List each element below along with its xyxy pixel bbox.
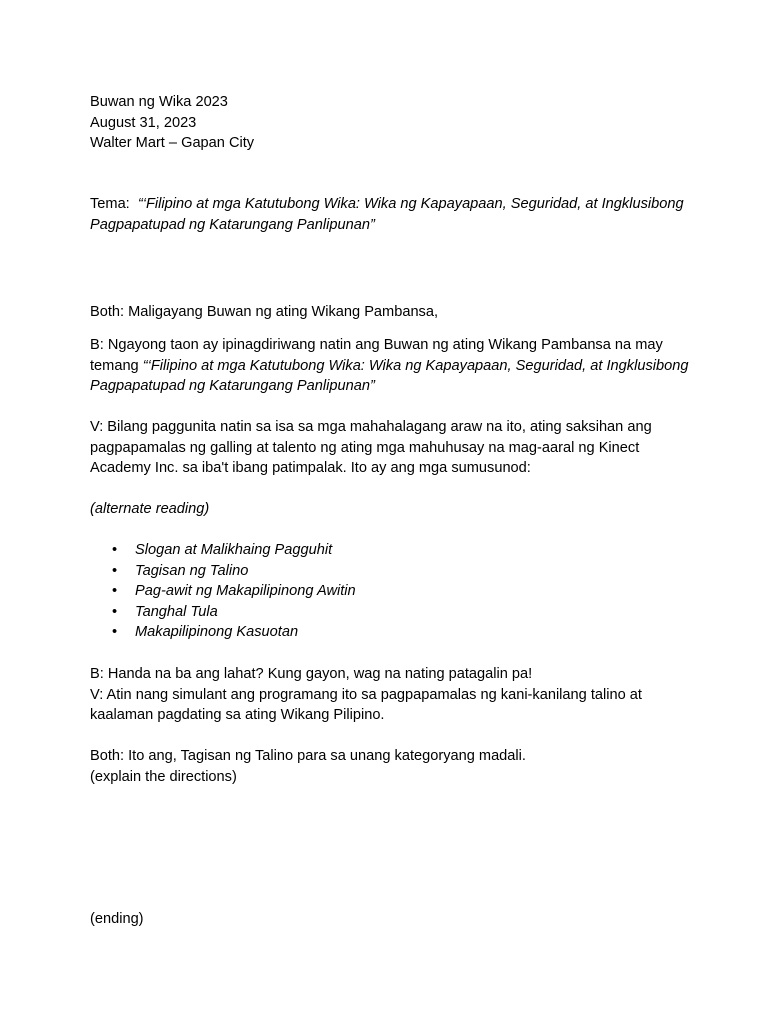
both-greeting: Both: Maligayang Buwan ng ating Wikang Pambansa,	[90, 304, 439, 320]
bullet-glyph: •	[112, 624, 118, 641]
both-tagisan-line: Both: Ito ang, Tagisan ng Talino para sa unang kategoryang madali.	[90, 748, 526, 764]
list-item	[90, 561, 356, 582]
event-title: Buwan ng Wika 2023	[90, 94, 228, 110]
b-ready-line: B: Handa na ba ang lahat? Kung gayon, wag na nating patagalin pa!	[90, 666, 533, 682]
event-date: August 31, 2023	[90, 114, 197, 131]
list-item	[90, 622, 356, 643]
list-item	[90, 540, 356, 561]
event-label: Tagisan ng Talino	[135, 562, 249, 579]
header-block	[90, 92, 690, 154]
event-label: Tanghal Tula	[135, 603, 218, 620]
bullet-glyph: •	[112, 542, 118, 558]
bullet-glyph: •	[112, 562, 118, 579]
v-start-line: V: Atin nang simulant ang programang ito sa pagpapamalas ng kani-kanilang talino at kaalaman pagdating sa ating Wikang Pilipino.	[90, 686, 642, 724]
ending-note: (ending)	[90, 911, 144, 927]
tema-label: Tema:	[90, 196, 138, 212]
event-label: Slogan at Malikhaing Pagguhit	[135, 542, 333, 558]
event-label: Pag-awit ng Makapilipinong Awitin	[135, 583, 356, 600]
events-list	[90, 540, 356, 643]
ready-start-block	[90, 664, 690, 726]
tema-text: “‘Filipino at mga Katutubong Wika: Wika ng Kapayapaan, Seguridad, at Ingklusibong Pagpapatupad ng Katarungang Panlipunan”	[90, 196, 684, 233]
bullet-glyph: •	[112, 603, 118, 620]
bullet-glyph: •	[112, 583, 118, 600]
list-item	[90, 581, 356, 602]
tagisan-block	[90, 746, 690, 787]
event-venue: Walter Mart – Gapan City	[90, 135, 255, 152]
b-intro-paragraph	[90, 335, 690, 397]
tema-paragraph	[90, 194, 690, 235]
explain-directions-note: (explain the directions)	[90, 768, 237, 785]
alternate-reading-note: (alternate reading)	[90, 501, 210, 517]
event-label: Makapilipinong Kasuotan	[135, 624, 299, 641]
b-intro-theme: “‘Filipino at mga Katutubong Wika: Wika ng Kapayapaan, Seguridad, at Ingklusibong Pagpapatupad ng Katarungang Panlipunan”	[90, 357, 689, 395]
b-intro-text: B: Ngayong taon ay ipinagdiriwang natin ang Buwan ng ating Wikang Pambansa na may temang	[90, 337, 663, 374]
list-item	[90, 602, 356, 623]
v-intro-paragraph: V: Bilang paggunita natin sa isa sa mga mahahalagang araw na ito, ating saksihan ang pagpapamalas ng galling at talento ng ating mga mahuhusay na mag-aaral ng Kinect Academy Inc. sa iba't ibang patimpalak. Ito ay ang mga sumusunod:	[90, 419, 652, 477]
